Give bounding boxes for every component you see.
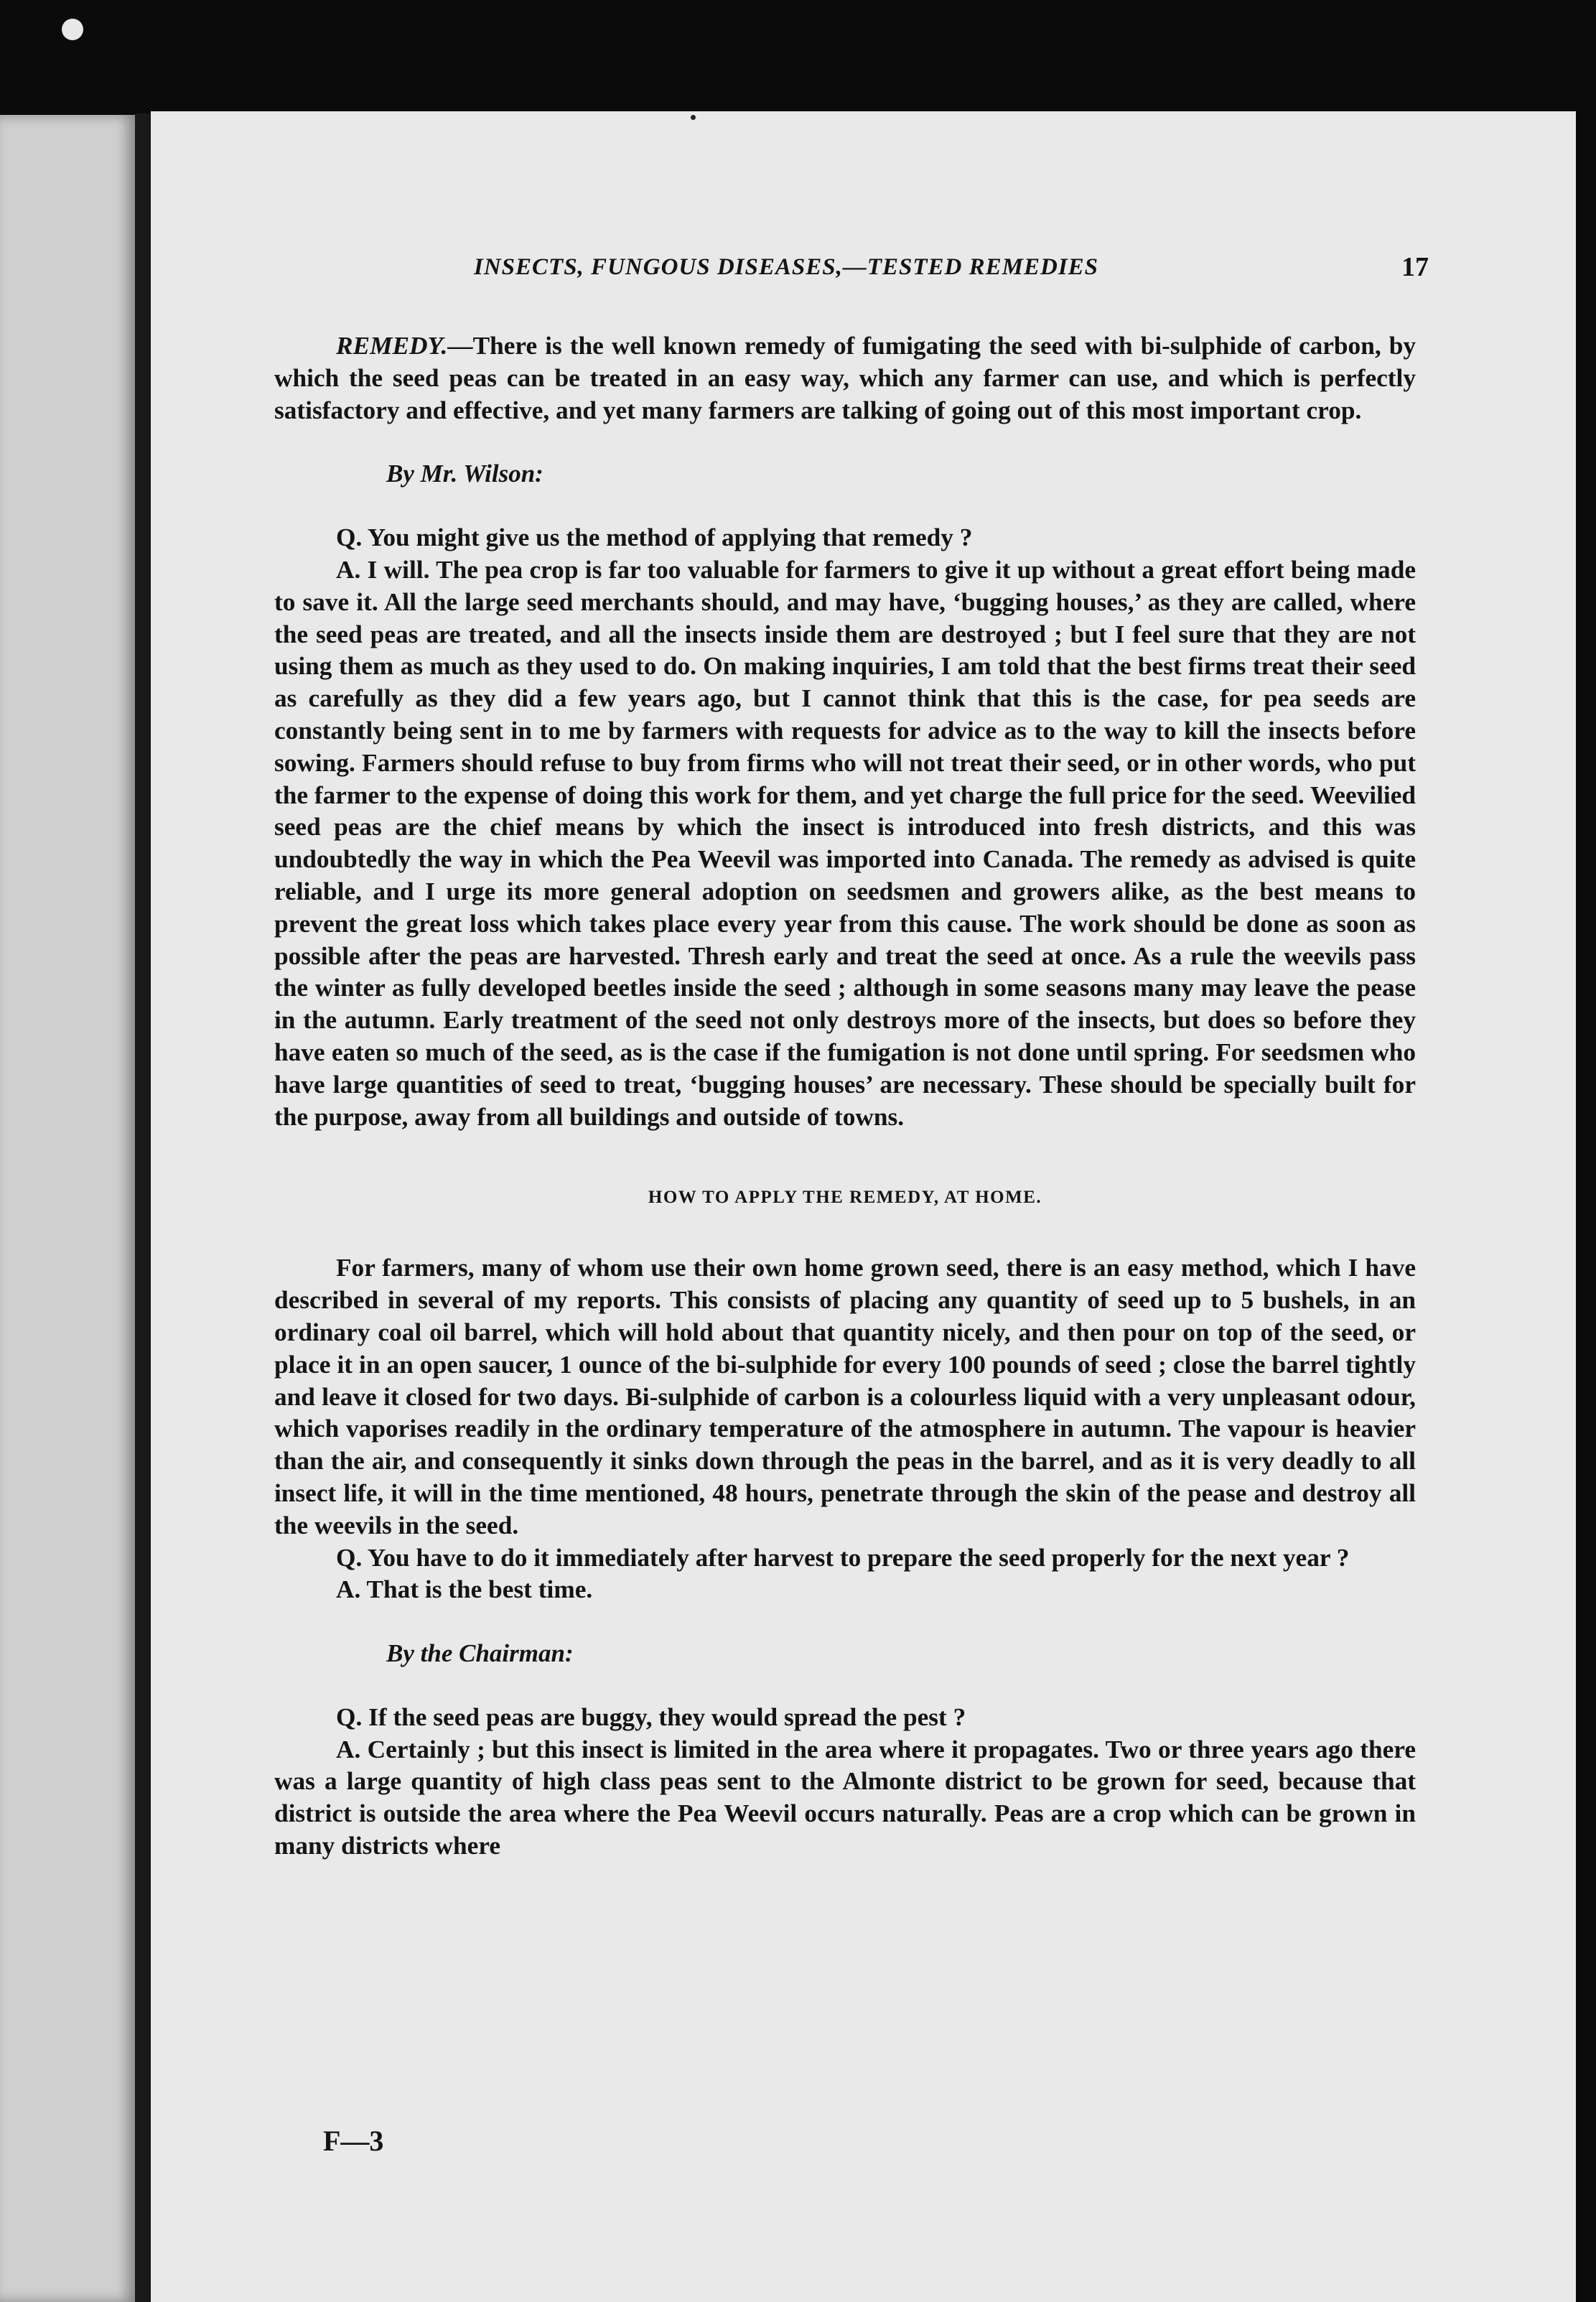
running-head <box>323 254 1429 290</box>
answer-3: A. Certainly ; but this insect is limited in the area where it propagates. Two or three years ago there was a large quantity of high class peas sent to the Almonte district to be grown for seed, because that district is outside the area where the Pea Weevil occurs naturally. Peas are a crop which can be grown in many districts where <box>274 1735 1416 1860</box>
question-1: Q. You might give us the method of applying that remedy ? <box>336 523 973 552</box>
page-number: 17 <box>1401 252 1429 282</box>
section-heading: HOW TO APPLY THE REMEDY, AT HOME. <box>648 1188 1042 1208</box>
remedy-text: —There is the well known remedy of fumigating the seed with bi-sulphide of carbon, by which the seed peas can be treated in an easy way, which any farmer can use, and which is perfectly satisfactory and effective, and yet many farmers are talking of going out of this most important crop. <box>274 332 1416 424</box>
running-head-title: INSECTS, FUNGOUS DISEASES,—TESTED REMEDIES <box>474 254 1099 280</box>
scan-speck <box>62 19 83 40</box>
facing-page-edge <box>0 115 135 2302</box>
answer-1: A. I will. The pea crop is far too valuable for farmers to give it up without a great effort being made to save it. All the large seed merchants should, and may have, ‘bugging houses,’ as they are called, where the seed peas are treated, and all the insects inside them are destroyed ; but I feel sure that they are not using them as much as they used to do. On making inquiries, I am told that the best firms treat their seed as carefully as they did a few years ago, but I cannot think that this is the case, for pea seeds are constantly being sent in to me by farmers with requests for advice as to the way to kill the insects before sowing. Farmers should refuse to buy from firms who will not treat their seed, or in other words, who put the farmer to the expense of doing this work for them, and yet charge the full price for the seed. Weevilied seed peas are the chief means by which the insect is introduced into fresh districts, and this was undoubtedly the way in which the Pea Weevil was imported into Canada. The remedy as advised is quite reliable, and I urge its more general adoption on seedsmen and growers alike, as the best means to prevent the great loss which takes place every year from this cause. The work should be done as soon as possible after the peas are harvested. Thresh early and treat the seed at once. As a rule the weevils pass the winter as fully developed beetles inside the seed ; although in some seasons many may leave the pease in the autumn. Early treatment of the seed not only destroys more of the insects, but does so before they have eaten so much of the seed, as is the case if the fumigation is not done until spring. For seedsmen who have large quantities of seed to treat, ‘bugging houses’ are necessary. These should be specially built for the purpose, away from all buildings and outside of towns. <box>274 555 1416 1131</box>
text-body <box>274 330 1416 1863</box>
speaker-chairman: By the Chairman: <box>386 1639 574 1668</box>
home-remedy-paragraph: For farmers, many of whom use their own home grown seed, there is an easy method, which I have described in several of my reports. This consists of placing any quantity of seed up to 5 bushels, in an ordinary coal oil barrel, which will hold about that quantity nicely, and then pour on top of the seed, or place it in an open saucer, 1 ounce of the bi-sulphide for every 100 pounds of seed ; close the barrel tightly and leave it closed for two days. Bi-sulphide of carbon is a colourless liquid with a very unpleasant odour, which vaporises readily in the ordinary temperature of the atmosphere in autumn. The vapour is heavier than the air, and consequently it sinks down through the peas in the barrel, and as it is very deadly to all insect life, it will in the time mentioned, 48 hours, penetrate through the skin of the pease and destroy all the weevils in the seed. <box>274 1254 1416 1539</box>
answer-2: A. That is the best time. <box>336 1575 593 1604</box>
speaker-wilson: By Mr. Wilson: <box>386 460 543 488</box>
question-3: Q. If the seed peas are buggy, they would spread the pest ? <box>336 1702 966 1731</box>
remedy-label: REMEDY. <box>336 332 448 360</box>
scan-speck <box>691 115 696 120</box>
question-2: Q. You have to do it immediately after harvest to prepare the seed properly for the next year ? <box>336 1543 1350 1572</box>
page-gutter <box>135 113 151 2302</box>
signature-mark: F—3 <box>323 2125 384 2157</box>
remedy-paragraph <box>274 330 1416 427</box>
